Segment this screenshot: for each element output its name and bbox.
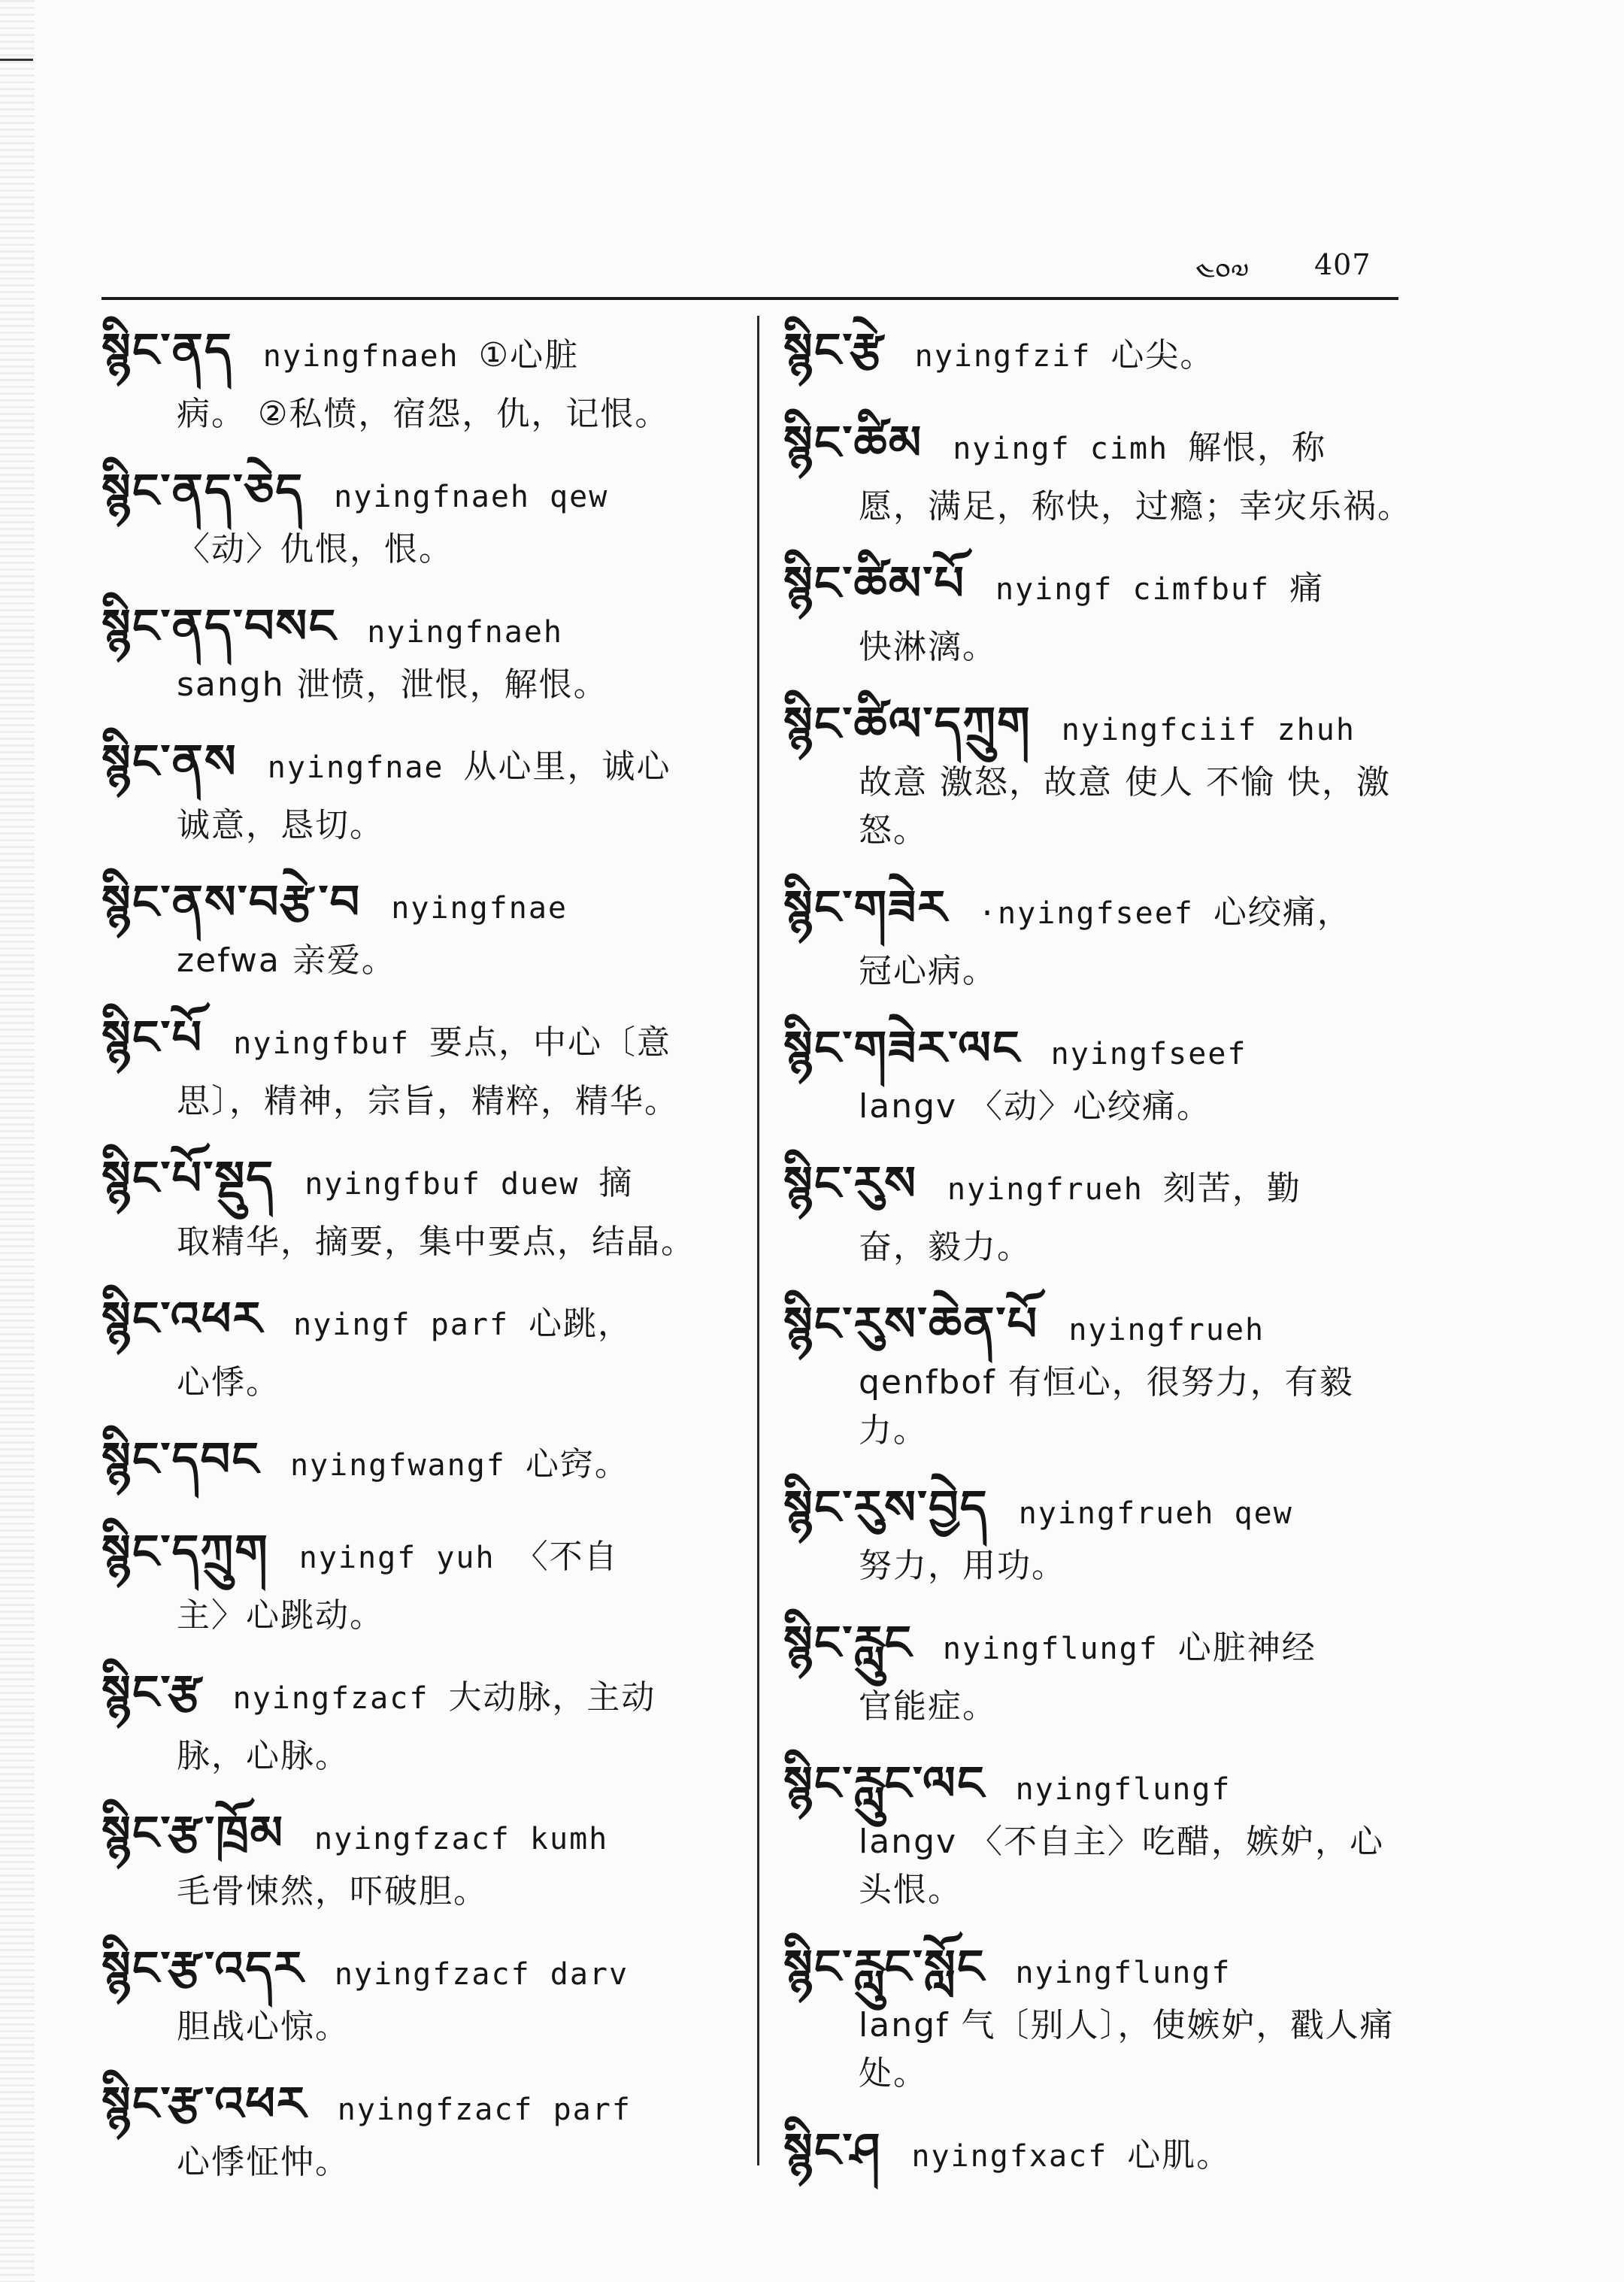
entry-romanization: nyingf cimfbuf (995, 572, 1271, 607)
entry-gloss: 要点，中心〔意 (429, 1023, 672, 1062)
entry-definition: 愿，满足，称快，过瘾；幸灾乐祸。 (859, 487, 1412, 526)
entry-headline (102, 1284, 756, 1359)
entry-definition: 〈动〉仇恨，恨。 (177, 530, 453, 568)
entry-headline (102, 316, 756, 390)
entry-gloss: 心窍。 (525, 1445, 629, 1483)
dictionary-entry (783, 316, 1415, 390)
entry-tibetan-headword: སྙིང་དཀྲུག (102, 1524, 269, 1579)
entry-definition: langf 气〔别人〕，使嫉妒，戳人痛处。 (859, 2006, 1395, 2093)
entry-definition: 心悸。 (177, 1363, 280, 1402)
entry-definition: langv 〈动〉心绞痛。 (859, 1087, 1212, 1126)
dictionary-entry (783, 1473, 1415, 1590)
entry-definition: 取精华，摘要，集中要点，结晶。 (177, 1223, 695, 1261)
entry-tibetan-headword: སྙིང་པོ (102, 1010, 204, 1065)
entry-tibetan-headword: སྙིང་རྩ་འཕར (102, 2076, 308, 2131)
entry-tibetan-headword: སྙིང་ཚིམ (783, 415, 923, 470)
entry-headline (783, 1289, 1415, 1359)
entry-definition: qenfbof 有恒心，很努力，有毅力。 (859, 1363, 1354, 1450)
entry-headline (783, 316, 1415, 390)
entry-headline (102, 456, 756, 526)
dictionary-entry (102, 1934, 756, 2051)
entry-definition: 努力，用功。 (859, 1547, 1066, 1585)
dictionary-entry (102, 727, 756, 850)
entry-tibetan-headword: སྙིང་ནད་ཅེད (102, 463, 304, 518)
entry-definition: 胆战心惊。 (177, 2008, 350, 2046)
entry-headline (102, 1799, 756, 1868)
dictionary-entry (783, 1289, 1415, 1455)
dictionary-entry (102, 1144, 756, 1266)
entry-definition: 毛骨悚然，吓破胆。 (177, 1872, 488, 1911)
dictionary-entry (102, 316, 756, 438)
dictionary-entry (783, 1608, 1415, 1731)
scan-edge-mark (0, 59, 33, 61)
entry-tibetan-headword: སྙིང་གཟེར (783, 880, 948, 935)
entry-romanization: nyingfnae (391, 891, 568, 926)
entry-tibetan-headword: སྙིང་རླུང་སློང (783, 1939, 986, 1994)
entry-definition: 冠心病。 (859, 952, 997, 990)
left-column (102, 316, 756, 2205)
entry-headline (102, 1934, 756, 2003)
entry-tibetan-headword: སྙིང་རུས (783, 1156, 918, 1211)
entry-romanization: nyingfzif (914, 339, 1092, 374)
entry-romanization: ·nyingfseef (977, 896, 1194, 931)
entry-headline (783, 408, 1415, 483)
dictionary-entry (102, 1425, 756, 1499)
entry-tibetan-headword: སྙིང་རྩ་འདར (102, 1941, 304, 1996)
entry-definition: zefwa 亲爱。 (177, 941, 396, 980)
entry-gloss: 〈不自 (514, 1538, 619, 1576)
entry-gloss: 从心里，诚心 (463, 747, 671, 786)
entry-tibetan-headword: སྙིང་ཤ (783, 2123, 882, 2177)
entry-tibetan-headword: སྙིང་རུས་བྱེད (783, 1480, 989, 1535)
dictionary-entry (783, 1932, 1415, 2098)
dictionary-entry (102, 868, 756, 985)
dictionary-entry (102, 1003, 756, 1126)
entry-definition: 故意 激怒，故意 使人 不愉 快，激怒。 (859, 763, 1391, 850)
dictionary-entry (102, 1284, 756, 1407)
entry-headline (783, 1608, 1415, 1683)
entry-romanization: nyingfrueh qew (1018, 1496, 1293, 1531)
entry-headline (102, 868, 756, 937)
entry-headline (783, 1932, 1415, 2002)
entry-headline (783, 873, 1415, 947)
entry-tibetan-headword: སྙིང་པོ་སྡུད (102, 1150, 275, 1205)
entry-tibetan-headword: སྙིང་ནད་བསང (102, 599, 338, 653)
entry-headline (102, 727, 756, 802)
entry-headline (102, 2069, 756, 2138)
entry-tibetan-headword: སྙིང་གཟེར་ལང (783, 1020, 1021, 1075)
entry-romanization: nyingfzacf kumh (314, 1822, 609, 1856)
entry-romanization: nyingfnaeh (367, 615, 564, 650)
entry-definition: langv 〈不自主〉吃醋，嫉妒，心头恨。 (859, 1823, 1385, 1909)
tibetan-page-number: ༤༠༧ (1195, 257, 1250, 290)
entry-definition: 思〕，精神，宗旨，精粹，精华。 (177, 1082, 679, 1120)
dictionary-entry (102, 1799, 756, 1916)
entry-headline (102, 1658, 756, 1732)
dictionary-entry (783, 549, 1415, 671)
entry-tibetan-headword: སྙིང་རུས་ཆེན་པོ (783, 1296, 1039, 1351)
entry-romanization: nyingfnaeh (262, 339, 459, 374)
entry-headline (102, 592, 756, 661)
entry-romanization: nyingflungf (942, 1632, 1159, 1666)
entry-tibetan-headword: སྙིང་འཕར (102, 1291, 264, 1346)
entry-definition: 奋，毅力。 (859, 1228, 1032, 1266)
entry-gloss: ①心脏 (478, 336, 580, 374)
page-header (1195, 242, 1421, 290)
entry-headline (783, 549, 1415, 623)
entry-definition: 官能症。 (859, 1687, 997, 1726)
entry-gloss: 心脏神经 (1177, 1629, 1316, 1667)
entry-definition: 快淋漓。 (859, 628, 997, 666)
entry-gloss: 刻苦，勤 (1162, 1169, 1301, 1208)
entry-romanization: nyingf cimh (953, 432, 1169, 466)
entry-romanization: nyingfbuf duew (304, 1167, 580, 1202)
dictionary-entry (102, 2069, 756, 2187)
entry-romanization: nyingflungf (1015, 1772, 1232, 1807)
entry-definition: 脉，心脉。 (177, 1737, 350, 1775)
dictionary-entry (783, 873, 1415, 996)
entry-romanization: nyingfciif zhuh (1061, 713, 1356, 747)
header-rule (102, 297, 1398, 300)
entry-tibetan-headword: སྙིང་ཚིམ་པོ (783, 556, 965, 611)
entry-tibetan-headword: སྙིང་ནད (102, 323, 233, 377)
entry-romanization: nyingfzacf (232, 1681, 429, 1716)
entry-tibetan-headword: སྙིང་ནས་བརྩེ་བ (102, 874, 362, 929)
entry-romanization: nyingfseef (1050, 1037, 1247, 1071)
dictionary-entry (783, 689, 1415, 855)
dictionary-entry (102, 1658, 756, 1780)
entry-romanization: nyingfzacf parf (337, 2093, 632, 2127)
dictionary-entry (783, 1014, 1415, 1131)
entry-headline (783, 1014, 1415, 1083)
column-divider (757, 316, 759, 2165)
entry-gloss: 心跳， (529, 1305, 633, 1343)
entry-tibetan-headword: སྙིང་རླུང་ལང (783, 1756, 986, 1811)
entry-tibetan-headword: སྙིང་རྩེ (783, 323, 885, 377)
entry-definition: 主〉心跳动。 (177, 1596, 384, 1635)
entry-romanization: nyingfrueh (1068, 1313, 1265, 1347)
entry-headline (783, 1473, 1415, 1542)
entry-romanization: nyingflungf (1015, 1956, 1232, 1990)
entry-tibetan-headword: སྙིང་ནས (102, 734, 238, 789)
scan-edge-shadow (0, 0, 35, 2282)
entry-headline (783, 689, 1415, 759)
entry-romanization: nyingfbuf (233, 1026, 411, 1061)
entry-tibetan-headword: སྙིང་རླུང (783, 1615, 913, 1670)
entry-gloss: 心尖。 (1110, 336, 1215, 374)
entry-headline (102, 1517, 756, 1592)
dictionary-entry (783, 1149, 1415, 1271)
dictionary-entry (102, 456, 756, 574)
entry-gloss: 解恨，称 (1188, 429, 1327, 467)
dictionary-entry (783, 1749, 1415, 1914)
entry-tibetan-headword: སྙིང་དབང (102, 1432, 260, 1486)
entry-headline (783, 2116, 1415, 2190)
right-column (783, 316, 1415, 2208)
entry-headline (102, 1003, 756, 1077)
entry-gloss: 摘 (598, 1164, 634, 1202)
dictionary-entry (783, 2116, 1415, 2190)
entry-gloss: 痛 (1289, 569, 1325, 608)
entry-romanization: nyingfwangf (289, 1448, 506, 1483)
entry-romanization: nyingf yuh (298, 1541, 495, 1575)
entry-gloss: 大动脉，主动 (448, 1678, 656, 1717)
entry-definition: sangh 泄愤，泄恨，解恨。 (177, 665, 608, 704)
dictionary-entry (102, 592, 756, 709)
entry-romanization: nyingfnaeh qew (334, 480, 609, 514)
dictionary-entry (783, 408, 1415, 531)
entry-definition: 诚意，恳切。 (177, 806, 384, 844)
entry-tibetan-headword: སྙིང་རྩ་ཁྲོམ (102, 1805, 285, 1860)
entry-definition: 心悸怔忡。 (177, 2143, 350, 2181)
entry-definition: 病。 ②私愤，宿怨，仇，记恨。 (177, 395, 670, 433)
page-number: 407 (1314, 248, 1371, 281)
entry-gloss: 心肌。 (1127, 2136, 1232, 2174)
entry-gloss: 心绞痛， (1213, 893, 1352, 932)
entry-romanization: nyingfzacf darv (334, 1957, 629, 1992)
entry-headline (783, 1749, 1415, 1818)
entry-headline (783, 1149, 1415, 1223)
entry-romanization: nyingfnae (267, 750, 444, 785)
entry-romanization: nyingfxacf (911, 2139, 1108, 2174)
entry-tibetan-headword: སྙིང་ཚིལ་དཀྲུག (783, 696, 1032, 751)
entry-romanization: nyingfrueh (947, 1172, 1144, 1207)
entry-headline (102, 1425, 756, 1499)
entry-tibetan-headword: སྙིང་རྩ (102, 1665, 203, 1720)
entry-headline (102, 1144, 756, 1218)
entry-romanization: nyingf parf (293, 1308, 510, 1342)
dictionary-entry (102, 1517, 756, 1640)
